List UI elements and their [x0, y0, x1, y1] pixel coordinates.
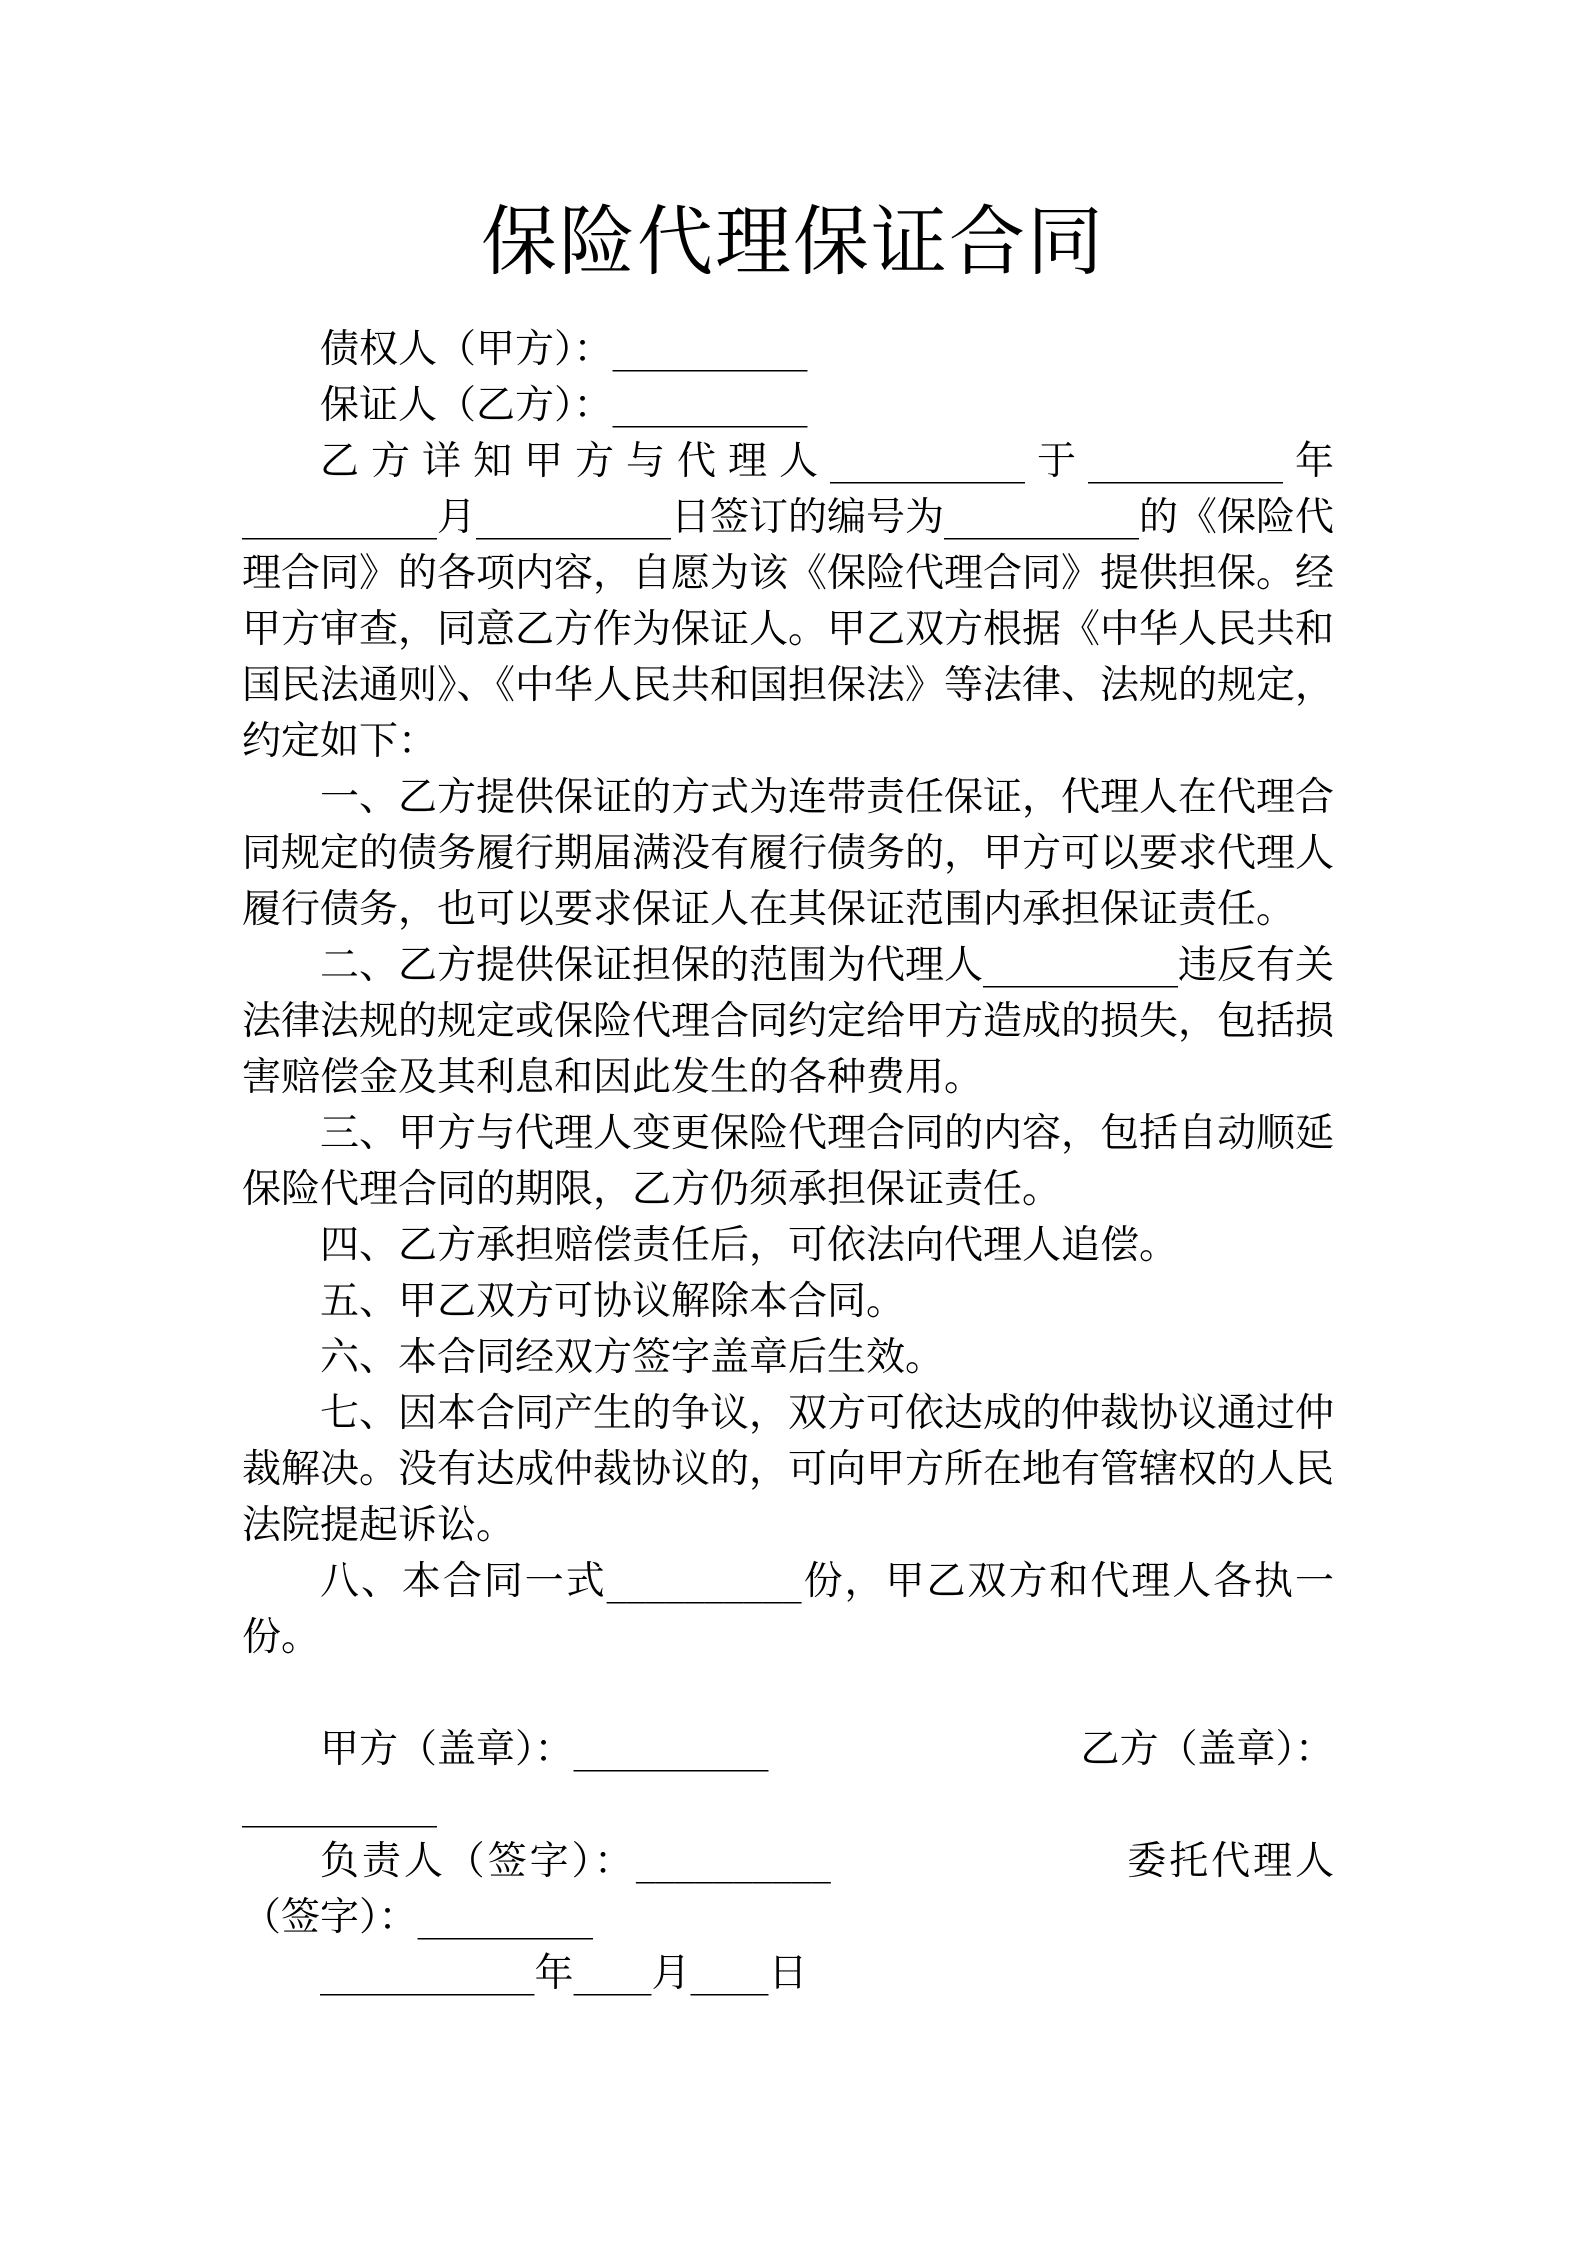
paragraph-clause-6: 六、本合同经双方签字盖章后生效。 — [320, 1335, 945, 1380]
paragraph-clause-2: 二、乙方提供保证担保的范围为代理人__________违反有关法律法规的规定或保险代理合同约定给甲方造成的损失，包括损害赔偿金及其利息和因此发生的各种费用。 — [242, 943, 1335, 1100]
paragraph-preamble: 乙方详知甲方与代理人__________于__________年__________月__________日签订的编号为__________的《保险代理合同》的各项内容，自愿为该《保险代理合同》提供担保。经甲方审查，同意乙方作为保证人。甲乙双方根据《中华人民共和国民法通则》、《中华人民共和国担保法》等法律、法规的规定，约定如下： — [242, 439, 1335, 764]
signature-line-date: ___________年____月____日 — [320, 1951, 808, 1996]
paragraph-clause-3: 三、甲方与代理人变更保险代理合同的内容，包括自动顺延保险代理合同的期限，乙方仍须承担保证责任。 — [242, 1111, 1335, 1212]
document-title: 保险代理保证合同 — [481, 197, 1105, 286]
signature-line-representatives: 负责人（签字）：__________ 委托代理人（签字）：_________ — [242, 1839, 1334, 1940]
paragraph-clause-7: 七、因本合同产生的争议，双方可依达成的仲裁协议通过仲裁解决。没有达成仲裁协议的，可向甲方所在地有管辖权的人民法院提起诉讼。 — [242, 1391, 1335, 1548]
paragraph-clause-1: 一、乙方提供保证的方式为连带责任保证，代理人在代理合同规定的债务履行期届满没有履行债务的，甲方可以要求代理人履行债务，也可以要求保证人在其保证范围内承担保证责任。 — [242, 775, 1335, 932]
paragraph-clause-4: 四、乙方承担赔偿责任后，可依法向代理人追偿。 — [320, 1223, 1179, 1268]
signature-line-party-a-b: 甲方（盖章）：__________ 乙方（盖章）：__________ — [242, 1727, 1335, 1828]
paragraph-clause-8: 八、本合同一式__________份，甲乙双方和代理人各执一份。 — [242, 1559, 1334, 1660]
blank-line — [242, 1666, 1334, 1722]
paragraph-creditor: 债权人（甲方）：__________ — [320, 327, 808, 372]
paragraph-guarantor: 保证人（乙方）：__________ — [320, 383, 808, 428]
document-body — [242, 322, 1334, 2002]
paragraph-clause-5: 五、甲乙双方可协议解除本合同。 — [320, 1279, 906, 1324]
